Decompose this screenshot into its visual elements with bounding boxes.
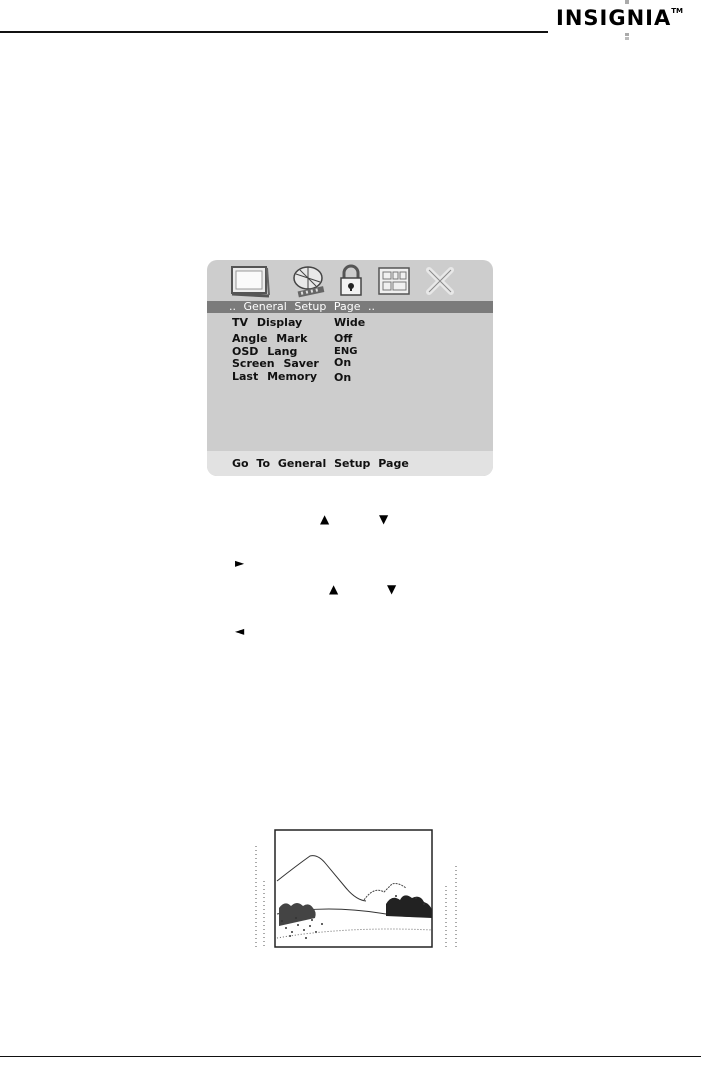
down-arrow-icon: ▼ (387, 582, 397, 596)
tv-screen-icon[interactable] (229, 264, 273, 298)
right-arrow-icon: ► (235, 556, 245, 570)
lock-icon[interactable] (338, 264, 364, 298)
brand-trademark: TM (671, 7, 683, 15)
osd-icon-bar (207, 260, 493, 300)
setting-value-screen-saver: On (334, 356, 352, 369)
down-arrow-icon: ▼ (379, 512, 389, 526)
setting-label-tv-display[interactable]: TV Display (232, 316, 303, 329)
osd-page-header: .. General Setup Page .. (207, 301, 493, 313)
up-arrow-icon: ▲ (320, 512, 330, 526)
osd-setup-menu (207, 260, 493, 476)
disc-icon[interactable] (290, 264, 330, 298)
up-arrow-icon: ▲ (329, 582, 339, 596)
setting-label-osd-lang[interactable]: OSD Lang (232, 345, 298, 358)
setting-value-osd-lang: ENG (334, 346, 358, 357)
logo-dots-icon (620, 0, 634, 40)
left-arrow-icon: ◄ (235, 624, 245, 638)
setting-label-last-memory[interactable]: Last Memory (232, 370, 318, 383)
setting-label-angle-mark[interactable]: Angle Mark (232, 332, 308, 345)
header-rule (0, 31, 548, 33)
footer-rule (0, 1056, 701, 1057)
close-icon[interactable] (425, 264, 455, 298)
setting-value-angle-mark: Off (334, 332, 353, 345)
grid-icon[interactable] (376, 264, 412, 298)
setting-value-tv-display: Wide (334, 316, 366, 329)
landscape-picture-icon (246, 826, 460, 952)
osd-footer-hint: Go To General Setup Page (207, 451, 493, 476)
brand-name: INSIGNIA (556, 6, 672, 30)
setting-value-last-memory: On (334, 371, 352, 384)
setting-label-screen-saver[interactable]: Screen Saver (232, 357, 319, 370)
